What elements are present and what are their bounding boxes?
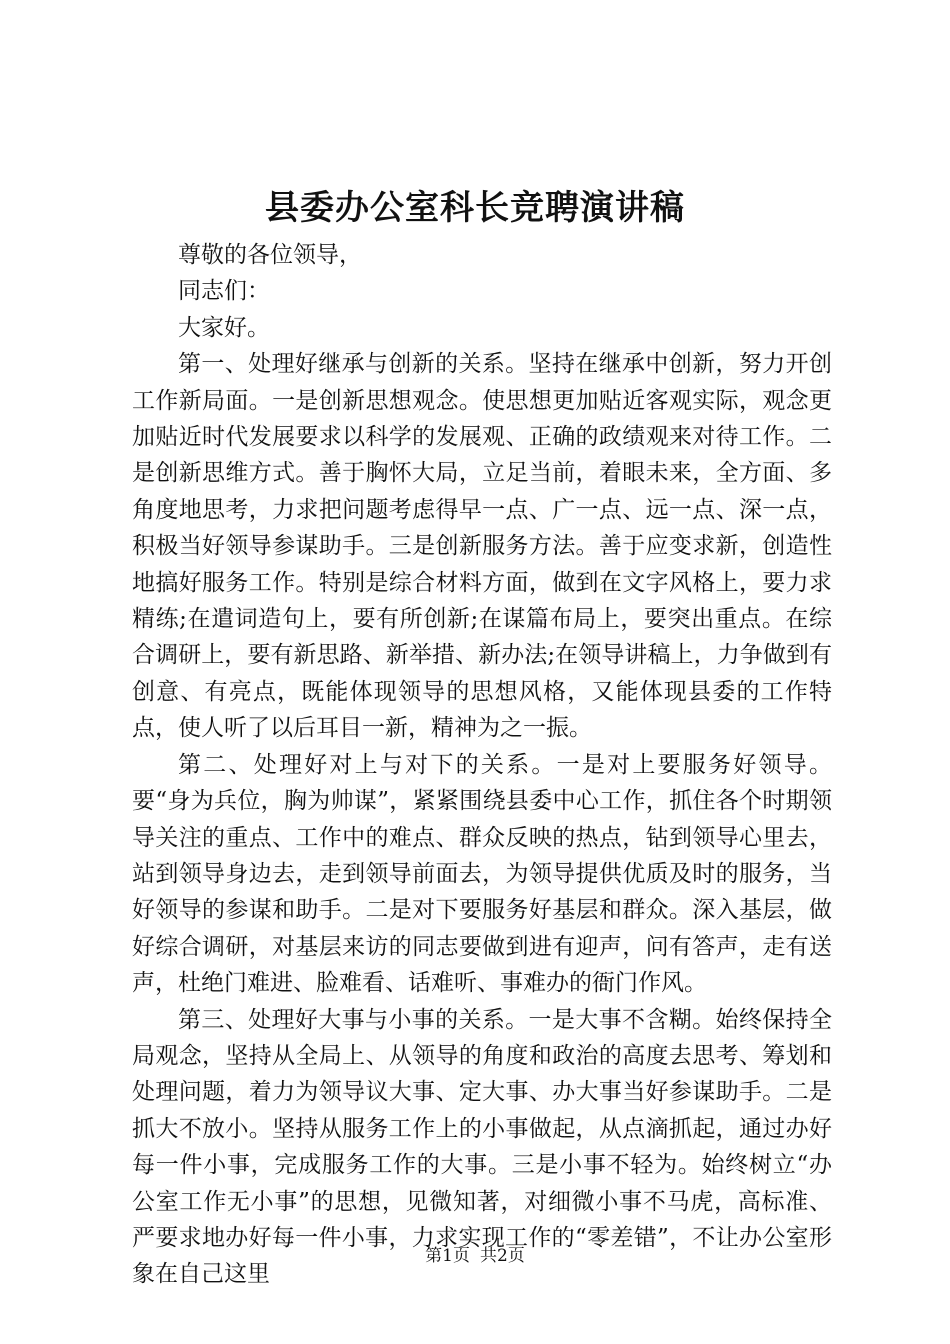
paragraph-1: 第一、处理好继承与创新的关系。坚持在继承中创新，努力开创工作新局面。一是创新思想观念。使思想更加贴近客观实际，观念更加贴近时代发展要求以科学的发展观、正确的政绩观来对待工作。二是创新思维方式。善于胸怀大局，立足当前，着眼未来，全方面、多角度地思考，力求把问题考虑得早一点、广一点、远一点、深一点，积极当好领导参谋助手。三是创新服务方法。善于应变求新，创造性地搞好服务工作。特别是综合材料方面，做到在文字风格上，要力求精练;在遣词造句上，要有所创新;在谋篇布局上，要突出重点。在综合调研上，要有新思路、新举措、新办法;在领导讲稿上，力争做到有创意、有亮点，既能体现领导的思想风格，又能体现县委的工作特点，使人听了以后耳目一新，精神为之一振。 xyxy=(132,351,832,742)
document-body xyxy=(132,237,832,1293)
page-footer xyxy=(0,1244,950,1268)
salutation-line: 尊敬的各位领导， xyxy=(178,242,362,268)
document-title: 县委办公室科长竞聘演讲稿 xyxy=(265,188,685,228)
salutation-line: 同志们： xyxy=(178,278,270,305)
page-number-total: 共2页 xyxy=(480,1246,525,1266)
paragraph-3: 第三、处理好大事与小事的关系。一是大事不含糊。始终保持全局观念，坚持从全局上、从领导的角度和政治的高度去思考、筹划和处理问题，着力为领导议大事、定大事、办大事当好参谋助手。二是抓大不放小。坚持从服务工作上的小事做起，从点滴抓起，通过办好每一件小事，完成服务工作的大事。三是小事不轻为。始终树立“办公室工作无小事”的思想，见微知著，对细微小事不马虎，高标准、严要求地办好每一件小事，力求实现工作的“零差错”，不让办公室形象在自己这里 xyxy=(132,1006,832,1288)
greeting-line: 大家好。 xyxy=(178,314,270,341)
page-number-current: 第1页 xyxy=(425,1246,470,1266)
paragraph-2: 第二、处理好对上与对下的关系。一是对上要服务好领导。要“身为兵位，胸为帅谋”，紧紧围绕县委中心工作，抓住各个时期领导关注的重点、工作中的难点、群众反映的热点，钻到领导心里去，站到领导身边去，走到领导前面去，为领导提供优质及时的服务，当好领导的参谋和助手。二是对下要服务好基层和群众。深入基层，做好综合调研，对基层来访的同志要做到进有迎声，问有答声，走有送声，杜绝门难进、脸难看、话难听、事难办的衙门作风。 xyxy=(132,751,832,997)
